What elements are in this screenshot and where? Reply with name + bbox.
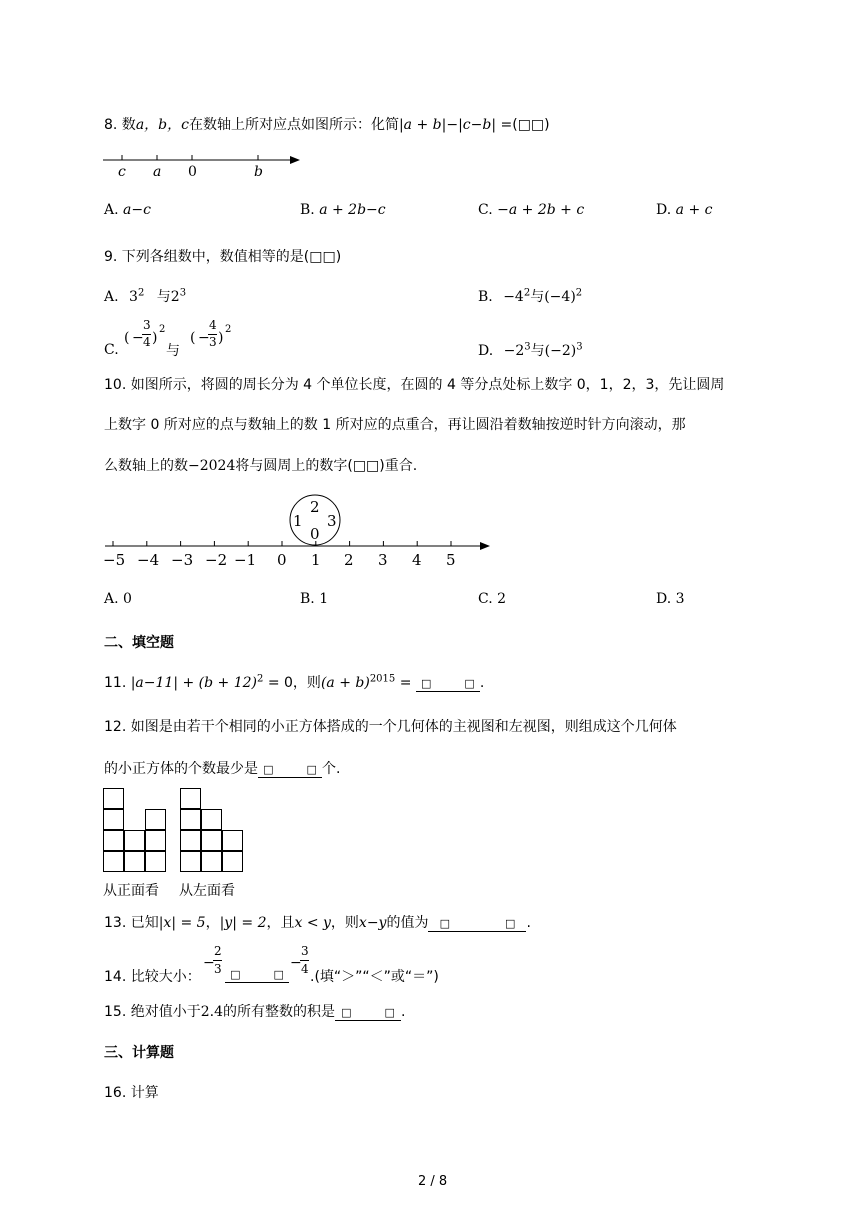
circle-label-2: 2 — [310, 498, 320, 516]
circle-label-3: 3 — [327, 512, 337, 530]
q15-answer-blank[interactable]: □ □ — [335, 1004, 401, 1021]
q8-mid: 在数轴上所对应点如图所示：化简 — [188, 117, 399, 133]
q8-axis-label-c: c — [118, 164, 126, 180]
q9-stem: 9. 下列各组数中，数值相等的是(□□) — [104, 249, 342, 265]
q8-option-b: B. a + 2b−c — [300, 202, 386, 218]
circle-label-0: 0 — [310, 525, 320, 543]
q8-option-d: D. a + c — [656, 202, 713, 218]
axis-label-4: 4 — [412, 551, 422, 569]
axis-label-n5: −5 — [103, 551, 126, 569]
q8-vars: a，b，c — [135, 117, 189, 133]
circle-label-1: 1 — [293, 512, 303, 530]
q16: 16. 计算 — [104, 1085, 159, 1101]
q10-option-c: C. 2 — [478, 591, 507, 607]
q14-answer-blank[interactable]: □ □ — [225, 966, 289, 983]
axis-label-1: 1 — [311, 551, 321, 569]
q11: 11. $|a-11| + (b + 12)^2 = 0$，则$(a + b)^{2015}$ = □ □ . — [104, 673, 485, 691]
q10-option-b: B. 1 — [300, 591, 329, 607]
q10-option-d: D. 3 — [656, 591, 685, 607]
front-view-caption: 从正面看 — [103, 883, 159, 899]
section-heading-calculation: 三、计算题 — [104, 1045, 174, 1061]
left-view-caption: 从左面看 — [179, 883, 235, 899]
q12-answer-blank[interactable]: □ □ — [258, 761, 322, 778]
q10-line-3: 么数轴上的数−2024将与圆周上的数字(□□)重合. — [104, 458, 418, 474]
q15: 15. 绝对值小于2.4的所有整数的积是 □ □ . — [104, 1004, 406, 1020]
q8-paren: (□□) — [512, 117, 550, 133]
q13-answer-blank[interactable]: □ □ — [428, 915, 526, 932]
page-number: 2 / 8 — [418, 1174, 448, 1189]
q11-answer-blank[interactable]: □ □ — [416, 675, 480, 692]
q8-axis-label-0: 0 — [188, 164, 197, 180]
q9-option-a: A. $3^2$ 与$2^3$ — [104, 287, 187, 305]
axis-label-n1: −1 — [234, 551, 257, 569]
q9-option-d: D. $-2^3$与$(-2)^3$ — [478, 341, 583, 359]
axis-label-2: 2 — [344, 551, 354, 569]
q14: 14. 比较大小： − 2 3 □ □ − 3 4 .(填“＞”“＜”或“＝”) — [104, 944, 439, 985]
q12-line-1: 12. 如图是由若干个相同的小正方体搭成的一个几何体的主视图和左视图，则组成这个几何体 — [104, 719, 677, 735]
left-view-figure — [180, 788, 246, 875]
q8-stem — [104, 114, 550, 134]
q13: 13. 已知|x| = 5，|y| = 2，且x < y，则x−y的值为 □ □ . — [104, 915, 531, 931]
axis-label-3: 3 — [378, 551, 388, 569]
q8-number-line — [100, 148, 305, 182]
q8-expr: |a + b|−|c−b| = — [398, 117, 513, 133]
q8-option-c: C. −a + 2b + c — [478, 202, 585, 218]
q8-prefix: 8. 数 — [104, 117, 136, 133]
q10-line-1: 10. 如图所示，将圆的周长分为 4 个单位长度，在圆的 4 等分点处标上数字 0，1，2，3，先让圆周 — [104, 377, 725, 393]
front-view-figure — [103, 788, 169, 875]
q9-option-b: B. $-4^2$与$(-4)^2$ — [478, 287, 583, 305]
axis-label-0: 0 — [277, 551, 287, 569]
q8-option-a: A. a−c — [104, 202, 151, 218]
axis-label-n3: −3 — [171, 551, 194, 569]
q10-figure — [100, 494, 500, 574]
axis-label-n2: −2 — [205, 551, 228, 569]
section-heading-fill-in: 二、填空题 — [104, 635, 174, 651]
q10-option-a: A. 0 — [104, 591, 132, 607]
q12-line-2: 的小正方体的个数最少是 □ □ 个. — [104, 761, 341, 777]
q8-axis-label-a: a — [153, 164, 162, 180]
axis-label-n4: −4 — [137, 551, 160, 569]
axis-label-5: 5 — [446, 551, 456, 569]
q10-line-2: 上数字 0 所对应的点与数轴上的数 1 所对应的点重合，再让圆沿着数轴按逆时针方向滚动，那 — [104, 417, 686, 433]
q8-axis-label-b: b — [254, 164, 263, 180]
